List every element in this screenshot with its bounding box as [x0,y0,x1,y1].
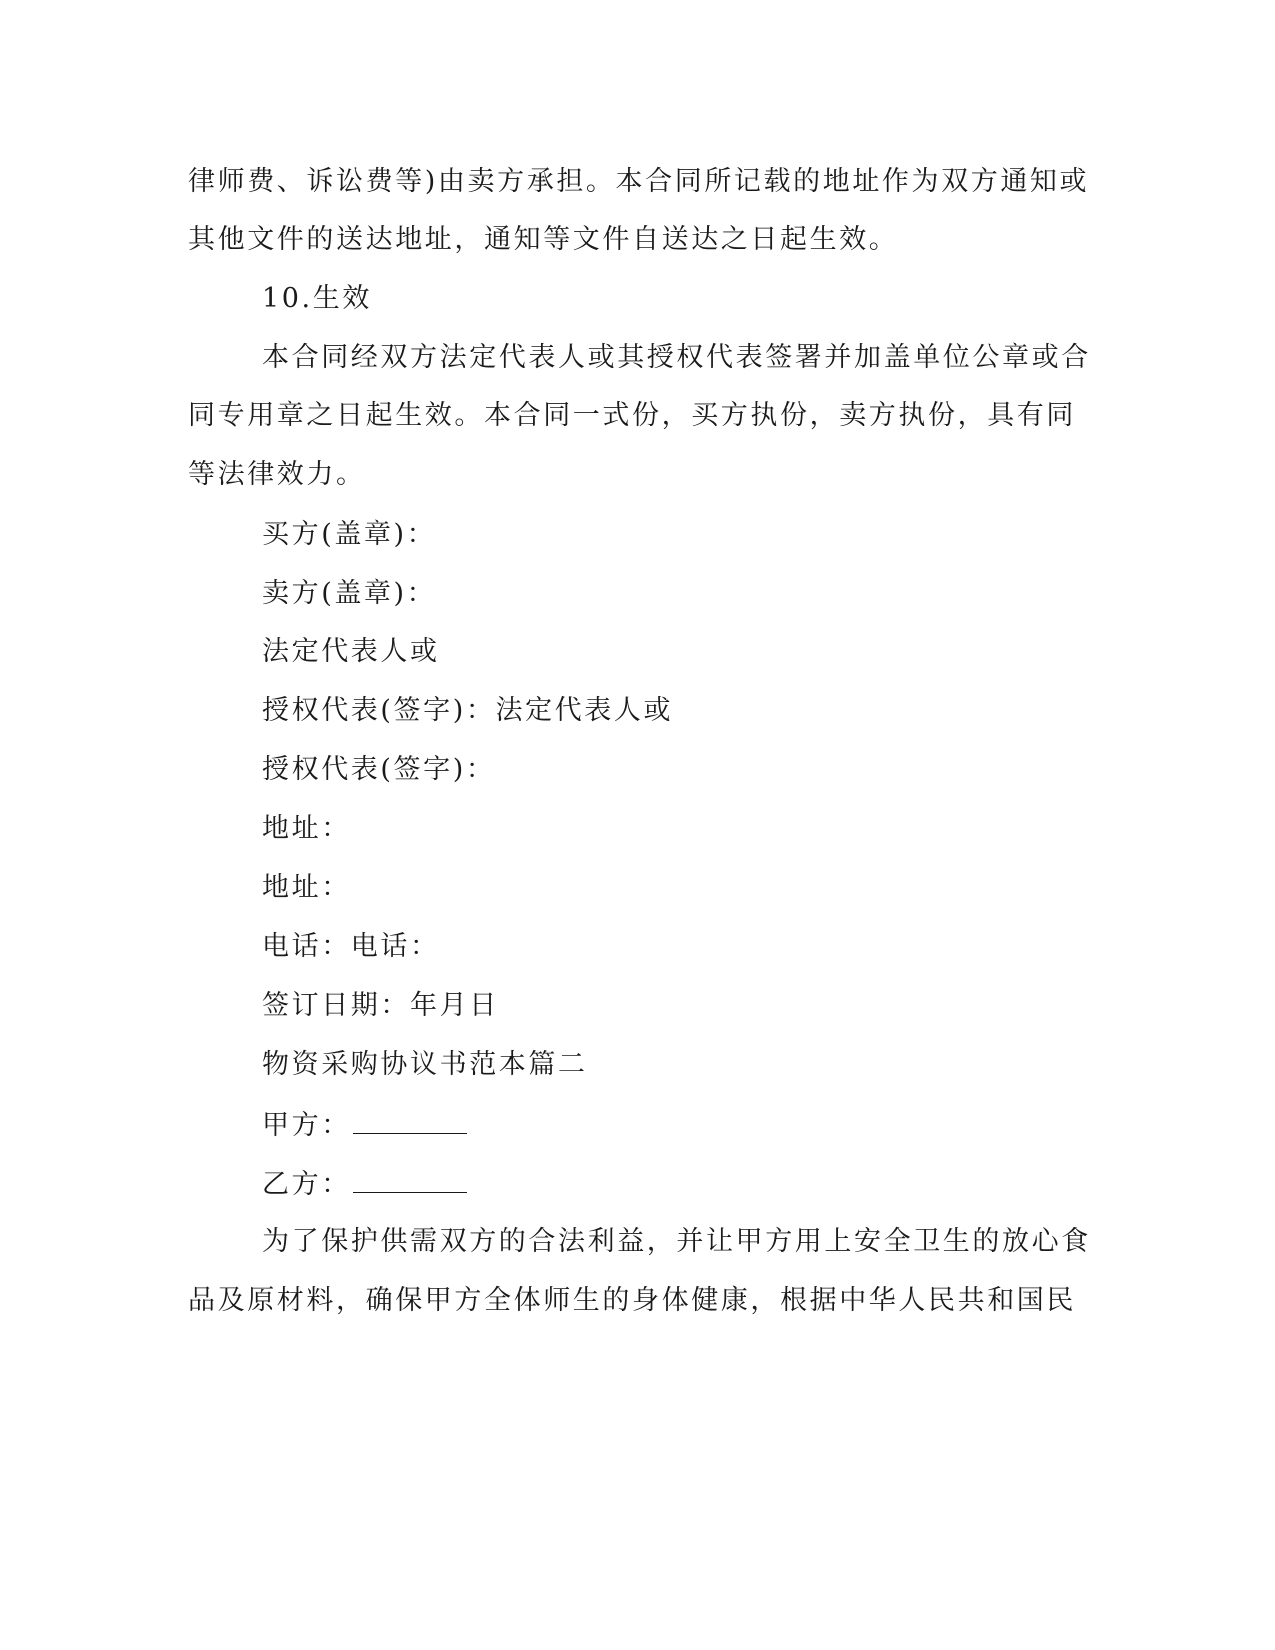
party-a-line [262,1106,467,1144]
party-b-line [262,1165,467,1203]
party-b-blank [353,1165,467,1193]
section-heading: 10.生效 [262,283,372,314]
body-text-line: 本合同经双方法定代表人或其授权代表签署并加盖单位公章或合 [262,342,1091,373]
body-text-line: 同专用章之日起生效。本合同一式份，买方执份，卖方执份，具有同 [188,400,1076,431]
legal-representative-label: 法定代表人或 [262,636,440,667]
buyer-seal-label: 买方(盖章)： [262,519,437,550]
party-a-blank [353,1106,467,1134]
address-label: 地址： [262,813,351,844]
section-title: 物资采购协议书范本篇二 [262,1049,588,1080]
body-text-line: 为了保护供需双方的合法利益，并让甲方用上安全卫生的放心食 [262,1226,1091,1257]
phone-label: 电话：电话： [262,931,440,962]
body-text-line: 品及原材料，确保甲方全体师生的身体健康，根据中华人民共和国民 [188,1285,1076,1316]
body-text-line: 等法律效力。 [188,459,366,490]
party-a-label: 甲方： [262,1110,351,1141]
body-text-line: 律师费、诉讼费等)由卖方承担。本合同所记载的地址作为双方通知或 [188,166,1090,197]
body-text-line: 其他文件的送达地址，通知等文件自送达之日起生效。 [188,224,899,255]
signing-date-label: 签订日期：年月日 [262,990,499,1021]
party-b-label: 乙方： [262,1169,351,1200]
authorized-signature-label: 授权代表(签字)：法定代表人或 [262,695,674,726]
address-label: 地址： [262,872,351,903]
authorized-signature-label: 授权代表(签字)： [262,754,496,785]
seller-seal-label: 卖方(盖章)： [262,578,437,609]
